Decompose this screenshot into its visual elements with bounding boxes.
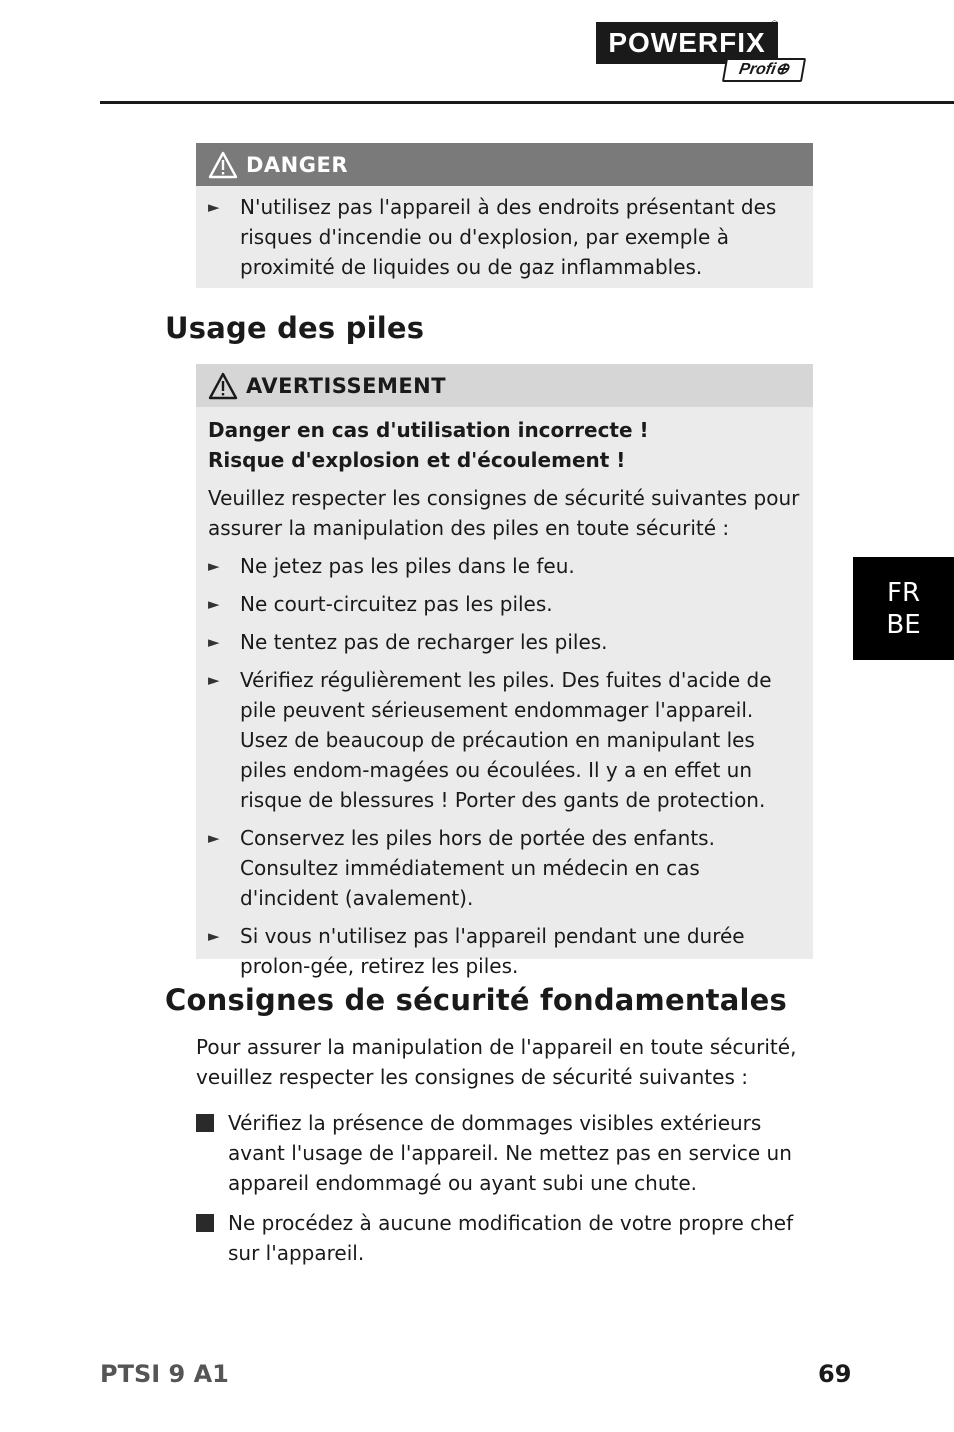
list-item: [208, 589, 801, 619]
list-item-text: Ne tentez pas de recharger les piles.: [240, 630, 608, 654]
warning-title: AVERTISSEMENT: [246, 373, 447, 398]
warning-box: [196, 364, 813, 978]
page-number: 69: [818, 1360, 852, 1388]
safety-intro: Pour assurer la manipulation de l'appareil en toute sécurité, veuillez respecter les consignes de sécurité suivantes :: [196, 1035, 797, 1089]
arrow-bullet-icon: ►: [208, 198, 220, 216]
list-item-text: Vérifiez régulièrement les piles. Des fuites d'acide de pile peuvent sérieusement endommager l'appareil. Usez de beaucoup de précaution en manipulant les piles endom-magées ou écoulées. Il y a en effet un risque de blessures ! Porter des gants de protection.: [240, 668, 772, 812]
list-item-text: Ne jetez pas les piles dans le feu.: [240, 554, 575, 578]
footer-model-number: PTSI 9 A1: [100, 1360, 229, 1388]
square-bullet-icon: [196, 1214, 214, 1232]
list-item: [208, 192, 801, 282]
section-title-batteries: Usage des piles: [165, 311, 425, 345]
warning-header: [196, 364, 813, 407]
danger-title: DANGER: [246, 152, 349, 177]
arrow-bullet-icon: ►: [208, 671, 220, 689]
list-item-text: Si vous n'utilisez pas l'appareil pendant une durée prolon-gée, retirez les piles.: [240, 924, 745, 978]
square-bullet-icon: [196, 1114, 214, 1132]
list-item: [208, 823, 801, 913]
list-item-text: Conservez les piles hors de portée des enfants. Consultez immédiatement un médecin en cas d'incident (avalement).: [240, 826, 715, 910]
warning-triangle-icon: [208, 372, 238, 400]
section-title-safety: Consignes de sécurité fondamentales: [165, 983, 787, 1017]
warning-intro: Veuillez respecter les consignes de sécurité suivantes pour assurer la manipulation des piles en toute sécurité :: [208, 486, 800, 540]
arrow-bullet-icon: ►: [208, 633, 220, 651]
danger-box: [196, 143, 813, 288]
list-item: [208, 551, 801, 581]
logo-registered-mark: ®: [770, 20, 779, 30]
arrow-bullet-icon: ►: [208, 595, 220, 613]
list-item: [196, 1208, 816, 1268]
list-item: [196, 1108, 816, 1198]
language-code-fr: FR: [886, 577, 921, 608]
list-item: [208, 665, 801, 815]
list-item: [208, 627, 801, 657]
list-item-text: Ne court-circuitez pas les piles.: [240, 592, 553, 616]
arrow-bullet-icon: ►: [208, 829, 220, 847]
logo-wordmark: POWERFIX: [596, 22, 778, 64]
language-code-be: BE: [886, 609, 921, 640]
arrow-bullet-icon: ►: [208, 927, 220, 945]
warning-triangle-icon: [208, 151, 238, 179]
list-item-text: Vérifiez la présence de dommages visibles extérieurs avant l'usage de l'appareil. Ne mettez pas en service un appareil endommagé ou ayant subi une chute.: [228, 1111, 792, 1195]
warning-body: [196, 407, 813, 987]
arrow-bullet-icon: ►: [208, 557, 220, 575]
list-item-text: N'utilisez pas l'appareil à des endroits présentant des risques d'incendie ou d'explosion, par exemple à proximité de liquides ou de gaz inflammables.: [240, 195, 777, 279]
brand-logo: [596, 22, 810, 84]
safety-section-body: [196, 1032, 816, 1268]
danger-header: [196, 143, 813, 186]
warning-bold-line: Danger en cas d'utilisation incorrecte !: [208, 418, 649, 442]
header-rule: [100, 101, 954, 104]
language-tab: [853, 557, 954, 660]
danger-body: [196, 186, 813, 288]
logo-subbrand: Profi⊕: [722, 58, 806, 82]
list-item: [208, 921, 801, 981]
warning-bold-line: Risque d'explosion et d'écoulement !: [208, 448, 626, 472]
list-item-text: Ne procédez à aucune modification de votre propre chef sur l'appareil.: [228, 1211, 794, 1265]
